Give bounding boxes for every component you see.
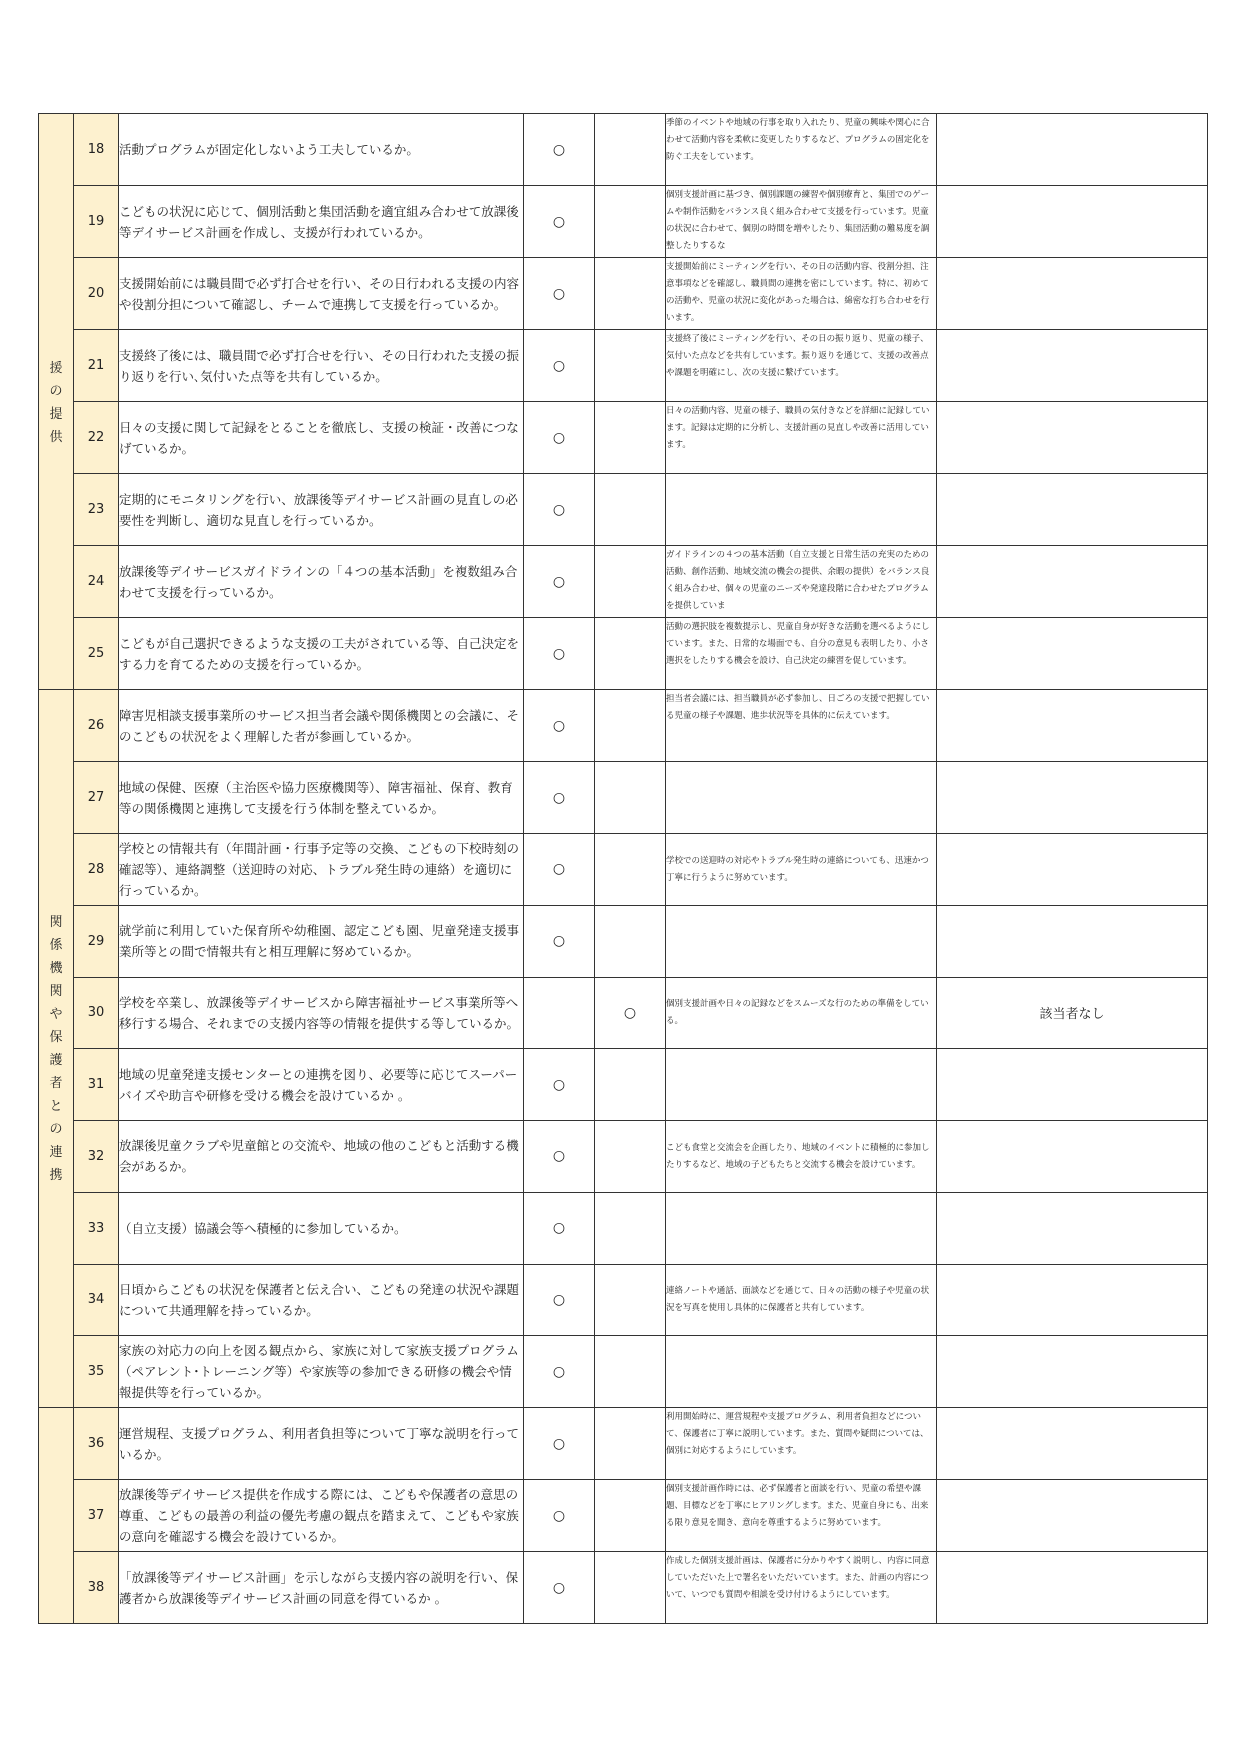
note-text [666,1193,936,1264]
section-label-text: 援の提供 [49,360,63,445]
no-mark [595,905,666,977]
yes-mark: ○ [524,402,595,474]
item-number: 35 [74,1336,119,1408]
yes-mark: ○ [524,762,595,834]
note-text: 利用開始時に、運営規程や支援プログラム、利用者負担などについて、保護者に丁寧に説明しています。また、質問や疑問については、個別に対応するようにしています。 [666,1412,929,1456]
item-text: 活動プログラムが固定化しないよう工夫しているか。 [119,114,524,186]
item-number: 36 [74,1408,119,1480]
note-cell [666,977,937,1049]
remark-cell [937,114,1208,186]
note-text [666,1336,936,1407]
yes-mark: ○ [524,258,595,330]
note-cell [666,1336,937,1408]
yes-mark: ○ [524,1192,595,1264]
item-number: 29 [74,905,119,977]
note-cell [666,1552,937,1624]
remark-cell [937,1121,1208,1193]
yes-mark: ○ [524,834,595,906]
item-number: 24 [74,546,119,618]
remark-cell [937,1408,1208,1480]
note-text: 個別支援計画作時には、必ず保護者と面談を行い、児童の希望や課題、目標などを丁寧にヒアリングします。また、児童自身にも、出来る限り意見を聞き、意向を尊重するように努めています。 [666,1484,929,1528]
item-number: 38 [74,1552,119,1624]
no-mark [595,474,666,546]
item-text: 放課後児童クラブや児童館との交流や、地域の他のこどもと活動する機会があるか。 [119,1121,524,1193]
remark-cell [937,186,1208,258]
table-row [39,1121,1208,1193]
table-row [39,905,1208,977]
note-cell [666,402,937,474]
note-cell [666,1192,937,1264]
table-row [39,1336,1208,1408]
remark-cell [937,402,1208,474]
yes-mark: ○ [524,1408,595,1480]
no-mark [595,258,666,330]
note-text: 個別支援計画に基づき、個別課題の練習や個別療育と、集団でのゲームや制作活動をバランス良く組み合わせて支援を行っています。児童の状況に合わせて、個別の時間を増やしたり、集団活動の難易度を調整したりするな [666,190,930,251]
item-number: 28 [74,834,119,906]
note-cell [666,546,937,618]
item-text: こどもが自己選択できるような支援の工夫がされている等、自己決定をする力を育てるための支援を行っているか。 [119,618,524,690]
note-text: ガイドラインの４つの基本活動（自立支援と日常生活の充実のための活動、創作活動、地域交流の機会の提供、余暇の提供）をバランス良く組み合わせ、個々の児童のニーズや発達段階に合わせたプログラムを提供していま [666,550,930,611]
note-text: 季節のイベントや地域の行事を取り入れたり、児童の興味や関心に合わせて活動内容を柔軟に変更したりするなど、プログラムの固定化を防ぐ工夫をしています。 [666,118,930,162]
yes-mark: ○ [524,1121,595,1193]
table-row [39,546,1208,618]
note-cell [666,905,937,977]
table-row [39,618,1208,690]
item-number: 25 [74,618,119,690]
yes-mark [524,977,595,1049]
item-number: 27 [74,762,119,834]
item-text: 地域の児童発達支援センターとの連携を図り、必要等に応じてスーパーバイズや助言や研修を受ける機会を設けているか 。 [119,1049,524,1121]
remark-cell [937,1049,1208,1121]
table-row [39,1408,1208,1480]
no-mark [595,402,666,474]
evaluation-table-body [39,114,1208,1624]
evaluation-table [38,113,1208,1624]
note-text: 連絡ノートや通話、面談などを通じて、日々の活動の様子や児童の状況を写真を使用し具体的に保護者と共有しています。 [666,1286,930,1314]
item-text: 学校との情報共有（年間計画・行事予定等の交換、こどもの下校時刻の確認等）、連絡調整（送迎時の対応、トラブル発生時の連絡）を適切に行っているか。 [119,834,524,906]
remark-cell [937,1480,1208,1552]
remark-cell [937,330,1208,402]
item-number: 30 [74,977,119,1049]
remark-cell [937,1264,1208,1336]
no-mark [595,546,666,618]
yes-mark: ○ [524,1049,595,1121]
item-text: 学校を卒業し、放課後等デイサービスから障害福祉サービス事業所等へ移行する場合、それまでの支援内容等の情報を提供する等しているか。 [119,977,524,1049]
table-row [39,690,1208,762]
item-number: 18 [74,114,119,186]
yes-mark: ○ [524,1336,595,1408]
yes-mark: ○ [524,546,595,618]
yes-mark: ○ [524,618,595,690]
note-text [666,1049,936,1120]
note-text [666,762,936,833]
item-text: 放課後等デイサービスガイドラインの「４つの基本活動」を複数組み合わせて支援を行っているか。 [119,546,524,618]
item-text: 家族の対応力の向上を図る観点から、家族に対して家族支援プログラム（ペアレント･トレーニング等）や家族等の参加できる研修の機会や情報提供等を行っているか。 [119,1336,524,1408]
no-mark [595,1408,666,1480]
no-mark [595,1264,666,1336]
note-cell [666,762,937,834]
remark-cell [937,762,1208,834]
table-row [39,114,1208,186]
item-text: 支援開始前には職員間で必ず打合せを行い、その日行われる支援の内容や役割分担について確認し、チームで連携して支援を行っているか。 [119,258,524,330]
note-text [666,906,936,977]
remark-cell: 該当者なし [937,977,1208,1049]
yes-mark: ○ [524,186,595,258]
remark-cell [937,618,1208,690]
note-text: 作成した個別支援計画は、保護者に分かりやすく説明し、内容に同意していただいた上で署名をいただいています。また、計画の内容について、いつでも質問や相談を受け付けるようにしています。 [666,1556,930,1600]
remark-cell [937,258,1208,330]
note-cell [666,474,937,546]
item-number: 31 [74,1049,119,1121]
table-row [39,1192,1208,1264]
item-text: 運営規程、支援プログラム、利用者負担等について丁寧な説明を行っているか。 [119,1408,524,1480]
table-row [39,977,1208,1049]
table-row [39,1480,1208,1552]
item-text: 障害児相談支援事業所のサービス担当者会議や関係機関との会議に、そのこどもの状況をよく理解した者が参画しているか。 [119,690,524,762]
note-cell [666,114,937,186]
no-mark [595,690,666,762]
section-label-text: 関係機関や保護者との連携 [49,914,63,1183]
table-row [39,1552,1208,1624]
yes-mark: ○ [524,330,595,402]
no-mark [595,114,666,186]
table-row [39,258,1208,330]
no-mark [595,1192,666,1264]
note-text: 日々の活動内容、児童の様子、職員の気付きなどを詳細に記録しています。記録は定期的に分析し、支援計画の見直しや改善に活用しています。 [666,406,930,450]
note-cell [666,1408,937,1480]
yes-mark: ○ [524,474,595,546]
note-text [666,474,936,545]
yes-mark: ○ [524,1264,595,1336]
item-text: 支援終了後には、職員間で必ず打合せを行い、その日行われた支援の振り返りを行い､気付いた点等を共有しているか。 [119,330,524,402]
note-cell [666,1121,937,1193]
no-mark [595,1552,666,1624]
item-number: 37 [74,1480,119,1552]
remark-cell [937,1192,1208,1264]
yes-mark: ○ [524,690,595,762]
item-text: 日頃からこどもの状況を保護者と伝え合い、こどもの発達の状況や課題について共通理解を持っているか。 [119,1264,524,1336]
no-mark: ○ [595,977,666,1049]
note-text: 支援終了後にミーティングを行い、その日の振り返り、児童の様子、気付いた点などを共有しています。振り返りを通じて、支援の改善点や課題を明確にし、次の支援に繋げています。 [666,334,929,378]
note-cell [666,1480,937,1552]
item-number: 23 [74,474,119,546]
note-cell [666,186,937,258]
item-text: 就学前に利用していた保育所や幼稚園、認定こども園、児童発達支援事業所等との間で情報共有と相互理解に努めているか。 [119,905,524,977]
no-mark [595,186,666,258]
item-text: 放課後等デイサービス提供を作成する際には、こどもや保護者の意思の尊重、こどもの最善の利益の優先考慮の観点を踏まえて、こどもや家族の意向を確認する機会を設けているか。 [119,1480,524,1552]
item-text: 「放課後等デイサービス計画」を示しながら支援内容の説明を行い、保護者から放課後等デイサービス計画の同意を得ているか 。 [119,1552,524,1624]
table-row [39,330,1208,402]
table-row [39,1264,1208,1336]
remark-cell [937,690,1208,762]
yes-mark: ○ [524,1552,595,1624]
no-mark [595,1336,666,1408]
yes-mark: ○ [524,905,595,977]
no-mark [595,762,666,834]
remark-cell [937,905,1208,977]
note-cell [666,258,937,330]
remark-cell [937,1336,1208,1408]
item-number: 22 [74,402,119,474]
note-text: こども食堂と交流会を企画したり、地域のイベントに積極的に参加したりするなど、地域の子どもたちと交流する機会を設けています。 [666,1142,930,1170]
item-text: （自立支援）協議会等へ積極的に参加しているか。 [119,1192,524,1264]
note-text: 学校での送迎時の対応やトラブル発生時の連絡についても、迅速かつ丁寧に行うように努めています。 [666,855,929,883]
note-cell [666,618,937,690]
remark-cell [937,834,1208,906]
remark-cell [937,546,1208,618]
table-row [39,762,1208,834]
section-label-support [39,114,74,690]
yes-mark: ○ [524,114,595,186]
table-row [39,402,1208,474]
item-text: こどもの状況に応じて、個別活動と集団活動を適宜組み合わせて放課後等デイサービス計画を作成し、支援が行われているか。 [119,186,524,258]
item-text: 日々の支援に関して記録をとることを徹底し、支援の検証・改善につなげているか。 [119,402,524,474]
item-text: 定期的にモニタリングを行い、放課後等デイサービス計画の見直しの必要性を判断し、適切な見直しを行っているか。 [119,474,524,546]
section-label-cooperation [39,690,74,1408]
note-text: 活動の選択肢を複数提示し、児童自身が好きな活動を選べるようにしています。また、日常的な場面でも、自分の意見も表明したり、小さ選択をしたりする機会を設け、自己決定の練習を促しています。 [666,622,930,666]
no-mark [595,330,666,402]
no-mark [595,834,666,906]
note-cell [666,1049,937,1121]
no-mark [595,1049,666,1121]
table-row [39,474,1208,546]
item-number: 33 [74,1192,119,1264]
remark-cell [937,1552,1208,1624]
table-row [39,186,1208,258]
note-text: 支援開始前にミーティングを行い、その日の活動内容、役割分担、注意事項などを確認し、職員間の連携を密にしています。特に、初めての活動や、児童の状況に変化があった場合は、綿密な打ち合わせを行います。 [666,262,930,323]
item-number: 19 [74,186,119,258]
item-number: 34 [74,1264,119,1336]
section-label-explanation [39,1408,74,1624]
no-mark [595,618,666,690]
yes-mark: ○ [524,1480,595,1552]
note-cell [666,330,937,402]
item-number: 21 [74,330,119,402]
note-cell [666,1264,937,1336]
table-row [39,1049,1208,1121]
note-cell [666,690,937,762]
item-number: 20 [74,258,119,330]
note-text: 個別支援計画や日々の記録などをスムーズな行のための準備をしている。 [666,999,929,1027]
remark-cell [937,474,1208,546]
item-number: 26 [74,690,119,762]
table-row [39,834,1208,906]
note-text: 担当者会議には、担当職員が必ず参加し、日ごろの支援で把握している児童の様子や課題、進歩状況等を具体的に伝えています。 [666,694,930,721]
item-text: 地域の保健、医療（主治医や協力医療機関等）、障害福祉、保育、教育等の関係機関と連携して支援を行う体制を整えているか。 [119,762,524,834]
no-mark [595,1121,666,1193]
item-number: 32 [74,1121,119,1193]
no-mark [595,1480,666,1552]
note-cell [666,834,937,906]
